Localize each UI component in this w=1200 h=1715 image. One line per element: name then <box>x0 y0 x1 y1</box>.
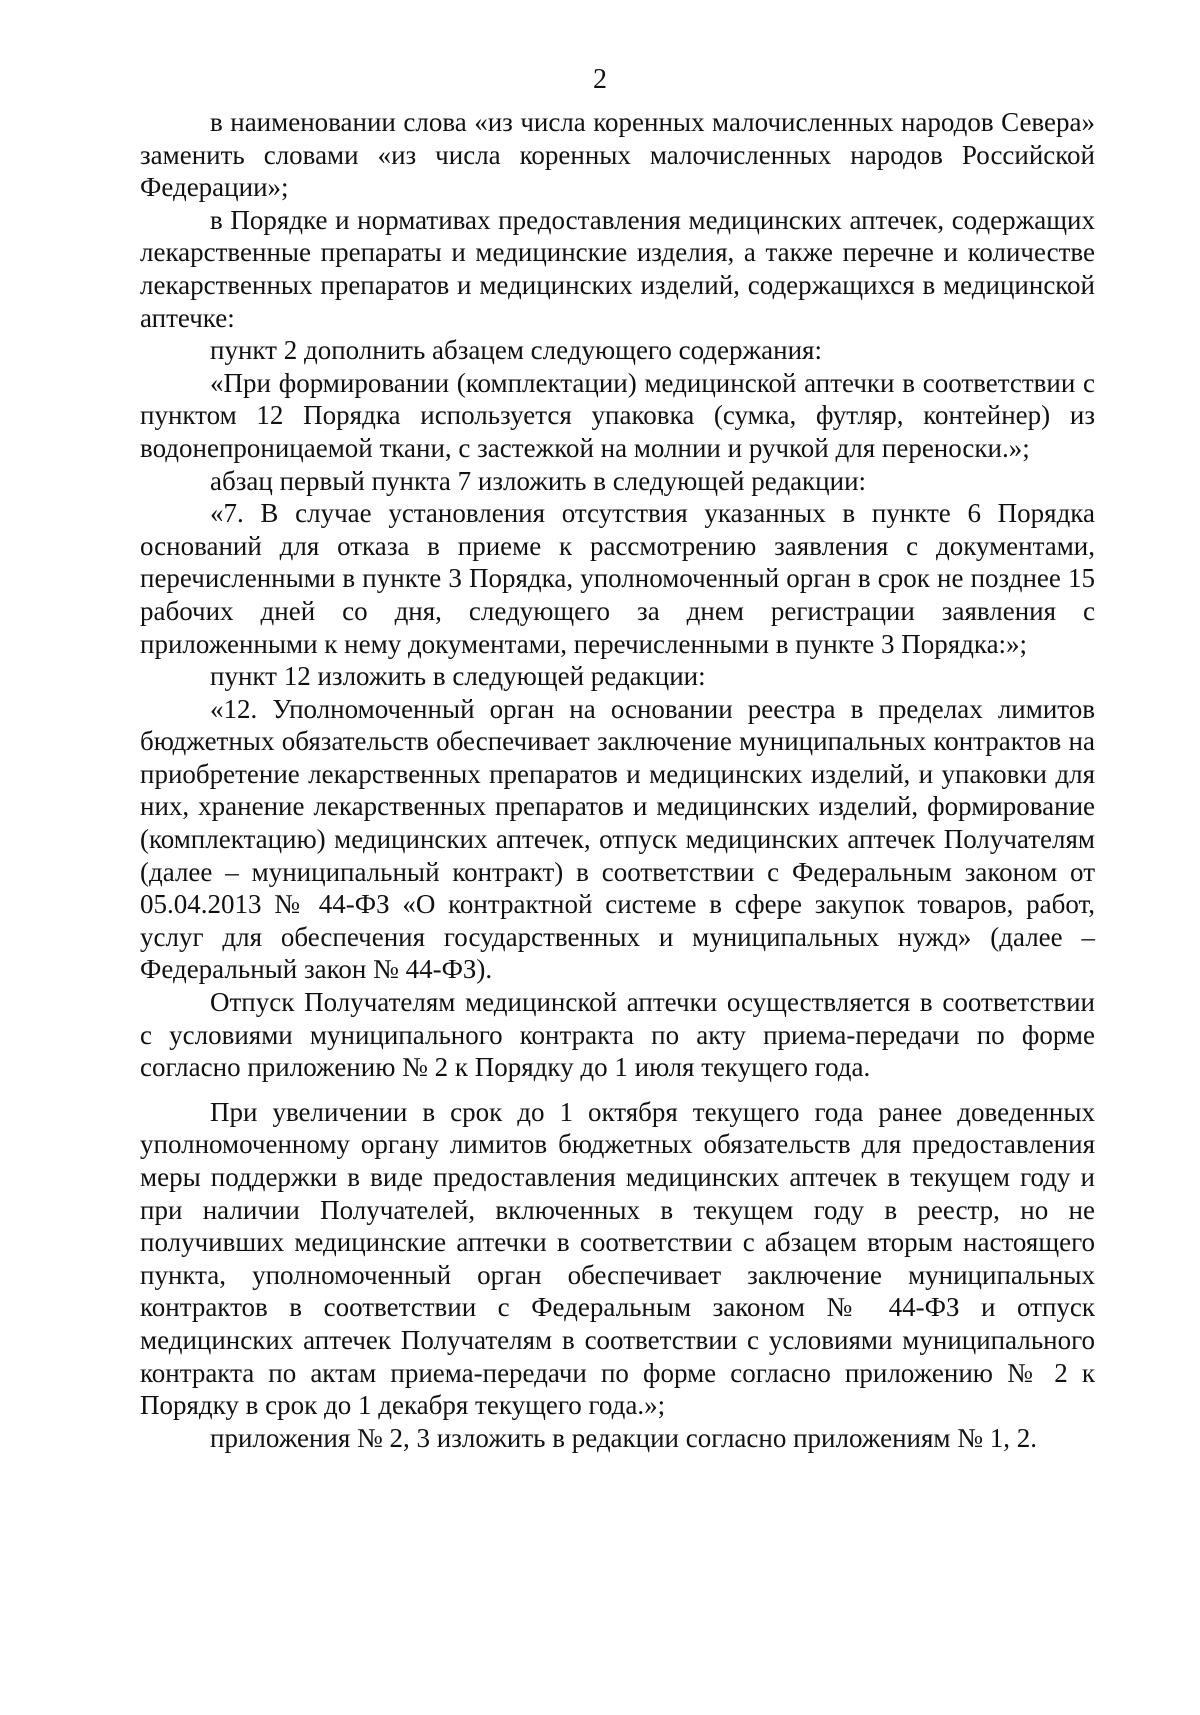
paragraph-item-12-text: «12. Уполномоченный орган на основании реестра в пределах лимитов бюджетных обязательств обеспечивает заключение муниципальных контрактов на приобретение лекарственных препаратов и медицинских изделий, и упаковки для них, хранение лекарственных препаратов и медицинских изделий, формирование (комплектацию) медицинских аптечек, отпуск медицинских аптечек Получателям (далее – муниципальный контракт) в соответствии с Федеральным законом от 05.04.2013 № 44-ФЗ «О контрактной системе в сфере закупок товаров, работ, услуг для обеспечения государственных и муниципальных нужд» (далее – Федеральный закон № 44-ФЗ). <box>140 693 1095 985</box>
document-body <box>140 106 1095 1454</box>
paragraph-item-12-intro: пункт 12 изложить в следующей редакции: <box>210 661 706 692</box>
paragraph-appendices: приложения № 2, 3 изложить в редакции согласно приложениям № 1, 2. <box>210 1422 1037 1453</box>
paragraph-item-2-intro: пункт 2 дополнить абзацем следующего содержания: <box>210 335 822 366</box>
paragraph-limits-increase: При увеличении в срок до 1 октября текущего года ранее доведенных уполномоченному органу лимитов бюджетных обязательств для предоставления меры поддержки в виде предоставления медицинских аптечек в текущем году и при наличии Получателей, включенных в текущем году в реестр, но не получивших медицинские аптечки в соответствии с абзацем вторым настоящего пункта, уполномоченный орган обеспечивает заключение муниципальных контрактов в соответствии с Федеральным законом № 44-ФЗ и отпуск медицинских аптечек Получателям в соответствии с условиями муниципального контракта по актам приема-передачи по форме согласно приложению № 2 к Порядку в срок до 1 декабря текущего года.»; <box>140 1096 1095 1421</box>
paragraph-item-7-intro: абзац первый пункта 7 изложить в следующей редакции: <box>210 465 867 496</box>
paragraph-dispensing: Отпуск Получателям медицинской аптечки осуществляется в соответствии с условиями муниципального контракта по акту приема-передачи по форме согласно приложению № 2 к Порядку до 1 июля текущего года. <box>140 987 1095 1083</box>
paragraph-item-7-text: «7. В случае установления отсутствия указанных в пункте 6 Порядка оснований для отказа в приеме к рассмотрению заявления с документами, перечисленными в пункте 3 Порядка, уполномоченный орган в срок не позднее 15 рабочих дней со дня, следующего за днем регистрации заявления с приложенными к нему документами, перечисленными в пункте 3 Порядка:»; <box>140 498 1095 659</box>
paragraph-rename-title: в наименовании слова «из числа коренных малочисленных народов Севера» заменить словами «из числа коренных малочисленных народов Российской Федерации»; <box>140 107 1095 203</box>
paragraph-order-intro: в Порядке и нормативах предоставления медицинских аптечек, содержащих лекарственные препараты и медицинские изделия, а также перечне и количестве лекарственных препаратов и медицинских изделий, содержащихся в медицинской аптечке: <box>140 204 1095 333</box>
page-number: 2 <box>593 64 607 95</box>
paragraph-item-2-text: «При формировании (комплектации) медицинской аптечки в соответствии с пунктом 12 Порядка используется упаковка (сумка, футляр, контейнер) из водонепроницаемой ткани, с застежкой на молнии и ручкой для переноски.»; <box>140 367 1095 463</box>
